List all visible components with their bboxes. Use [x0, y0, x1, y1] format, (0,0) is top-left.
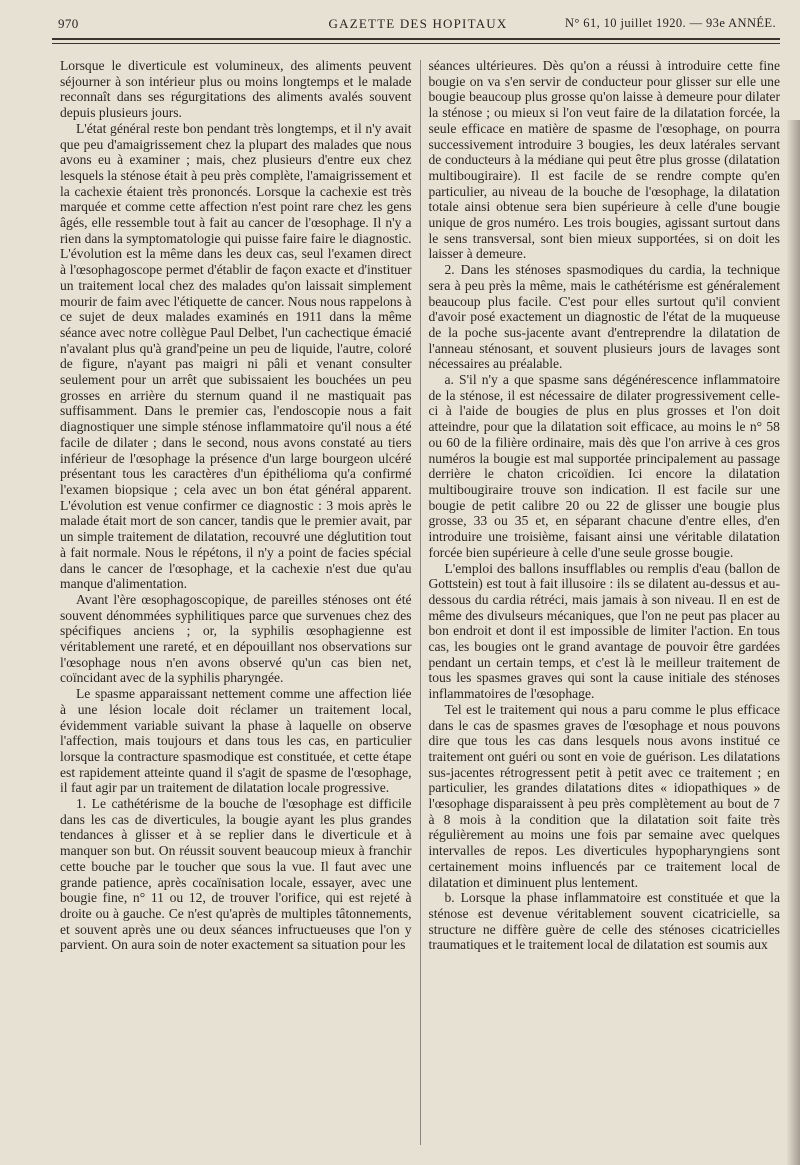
paragraph: 1. Le cathétérisme de la bouche de l'œsophage est difficile dans les cas de diverticules, la bougie ayant les plus grandes tendances à glisser et à se replier dans le diverticule et à manquer son but. On réussit souvent beaucoup mieux à franchir cette bouche par le toucher que sous la vue. Il faut avec une grande patience, après cocaïnisation locale, essayer, avec une bougie fine, n° 11 ou 12, de trouver l'orifice, qui est rejeté à droite ou à gauche. Ce n'est qu'après de multiples tâtonnements, et souvent après une ou deux séances infructueuses que l'on y parvient. On aura soin de noter exactement sa situation pour les [60, 796, 412, 953]
page-number: 970 [58, 16, 79, 31]
paragraph: Lorsque le diverticule est volumineux, des aliments peuvent séjourner à son intérieur plus ou moins longtemps et le malade reconnaît dans ses régurgitations des aliments avalés souvent depuis plusieurs jours. [60, 58, 412, 121]
paragraph: Le spasme apparaissant nettement comme une affection liée à une lésion locale doit réclamer un traitement local, évidemment variable suivant la phase à laquelle on observe l'affection, mais toujours et dans tous les cas, en particulier lorsque la contracture spasmodique est constituée, et cette étape est rapidement atteinte quand il s'agit de spasme de l'œsophage, il faut agir par un traitement de dilatation locale progressive. [60, 686, 412, 796]
page-header [52, 14, 784, 36]
text-columns [60, 58, 780, 1145]
paragraph: séances ultérieures. Dès qu'on a réussi à introduire cette fine bougie on va s'en servir de conducteur pour glisser sur elle une bougie beaucoup plus grosse qu'on laisse à demeure pour dilater la sténose ; ou mieux si l'on veut faire de la dilatation forcée, la seule efficace en matière de spasme de l'œsophage, on pourra successivement introduire 3 bougies, les deux latérales servant de conducteurs à la médiane qui peut être plus grosse (dilatation multibougiraire). Il est facile de se rendre compte qu'en particulier, au niveau de la bouche de l'œsophage, la dilatation totale ainsi obtenue sera bien supérieure à celle d'une bougie unique de gros numéro. Les trois bougies, agissant surtout dans le sens transversal, sont bien mieux supportées, si on doit les laisser à demeure. [428, 58, 780, 262]
paragraph: L'état général reste bon pendant très longtemps, et il n'y avait que peu d'amaigrissement chez la plupart des malades que nous avons eu à examiner ; mais, chez plusieurs d'entre eux chez lesquels la sténose était à peu près complète, l'amaigrissement et la cachexie étaient très prononcés. Lorsque la cachexie est très marquée et comme cette affection n'est point rare chez les gens âgés, elle ressemble tout à fait au cancer de l'œsophage. Il n'y a rien dans la symptomatologie qui puisse faire faire le diagnostic. L'évolution est la même dans les deux cas, seul l'examen direct à l'œsophagoscope permet d'établir de façon exacte et d'instituer un traitement local chez des malades qu'on laissait simplement mourir de faim avec l'étiquette de cancer. Nous nous rappelons à ce sujet de deux malades examinés en 1911 dans la même séance avec notre collègue Paul Delbet, l'un cachectique émacié n'avalant plus qu'à grand'peine un peu de liquide, l'autre, coloré de figure, n'ayant pas maigri ni pâli et venant consulter seulement pour un arrêt que subissaient les bouchées un peu grosses en arrière du sternum quand il ne mastiquait pas suffisamment. Dans le premier cas, l'endoscopie nous a fait diagnostiquer une simple sténose inflammatoire qu'il nous a été facile de dilater ; dans le second, nous avons constaté au tiers inférieur de l'œsophage la présence d'un large bourgeon ulcéré présentant tous les caractères d'un épithélioma qu'a confirmé l'examen biopsique ; cela avec un bon état général apparent. L'évolution est venue confirmer ce diagnostic : 3 mois après le malade était mort de son cancer, tandis que le premier avait, par un simple traitement de dilatation, recouvré une déglutition tout à fait normale. Nous le répétons, il n'y a point de facies spécial dans le cancer de l'œsophage, et la cachexie n'est due qu'au manque d'alimentation. [60, 120, 412, 592]
column-divider [420, 60, 421, 1145]
page-edge-shadow [786, 120, 800, 1165]
header-rule-thick [52, 38, 780, 40]
paragraph: L'emploi des ballons insufflables ou remplis d'eau (ballon de Gottstein) est tout à fait illusoire : ils se dilatent au-dessus et au-dessous du cardia rétréci, mais jamais à son niveau. Il en est de même des divulseurs mécaniques, que l'on ne peut pas placer au bon endroit et dont il est impossible de limiter l'action. En tous cas, les bougies ont le grand avantage de pouvoir être gardées pendant un certain temps, et c'est là le meilleur traitement de tous les spasmes graves qui sont la cause initiale des sténoses inflammatoires de l'œsophage. [428, 560, 780, 702]
paragraph: a. S'il n'y a que spasme sans dégénérescence inflammatoire de la sténose, il est nécessaire de dilater progressivement celle-ci à l'aide de bougies de plus en plus grosses et l'on doit atteindre, pour que la dilatation soit efficace, au moins le n° 58 ou 60 de la filière ordinaire, mais dès que l'on arrive à ces gros numéros la bougie est mal supportée principalement au passage derrière le chaton cricoïdien. Ici encore la dilatation multibougiraire trouve son indication. Il est facile sur une bougie de petit calibre 20 ou 22 de glisser une bougie plus grosse, 33 ou 35 et, en séparant chacune d'entre elles, d'en introduire une troisième, faisant ainsi une véritable dilatation forcée bien supérieure à celle d'une seule grosse bougie. [428, 372, 780, 560]
paragraph: b. Lorsque la phase inflammatoire est constituée et que la sténose est devenue véritablement souvent cicatricielle, sa structure ne diffère guère de celle des sténoses cicatricielles traumatiques et le traitement local de dilatation est soumis aux [428, 890, 780, 953]
journal-title: GAZETTE DES HOPITAUX [328, 16, 508, 31]
paragraph: Tel est le traitement qui nous a paru comme le plus efficace dans le cas de spasmes graves de l'œsophage et nous pouvons dire que tous les cas dans lesquels nous avons institué ce traitement ont guéri ou sont en voie de guérison. Les dilatations sus-jacentes rétrogressent petit à petit avec ce traitement ; en particulier, les grandes dilatations dites « idiopathiques » de l'œsophage disparaissent à peu près complètement au bout de 7 à 8 mois à la condition que la dilatation soit faite très régulièrement au moins une fois par semaine avec quelques intervalles de repos. Les diverticules hypopharyngiens sont certainement moins influencés par ce traitement local de dilatation et diminuent plus lentement. [428, 701, 780, 890]
issue-info: N° 61, 10 juillet 1920. — 93e ANNÉE. [564, 16, 776, 30]
header-rule-thin [52, 43, 780, 44]
left-column [60, 58, 412, 1145]
right-column [428, 58, 780, 1145]
paragraph: Avant l'ère œsophagoscopique, de pareilles sténoses ont été souvent dénommées syphilitiques parce que survenues chez des spécifiques anciens ; or, la syphilis œsophagienne est véritablement une rareté, et en dépouillant nos observations sur l'œsophage nous n'en avons observé qu'un cas bien net, coïncidant avec de la syphilis pharyngée. [60, 591, 412, 686]
paragraph: 2. Dans les sténoses spasmodiques du cardia, la technique sera à peu près la même, mais le cathétérisme est généralement beaucoup plus facile. C'est pour elles surtout qu'il convient d'avoir posé exactement un diagnostic de l'état de la muqueuse de la poche sus-jacente avant d'entreprendre la dilatation de l'anneau sténosant, et souvent plusieurs jours de lavages sont nécessaires au préalable. [428, 262, 780, 372]
